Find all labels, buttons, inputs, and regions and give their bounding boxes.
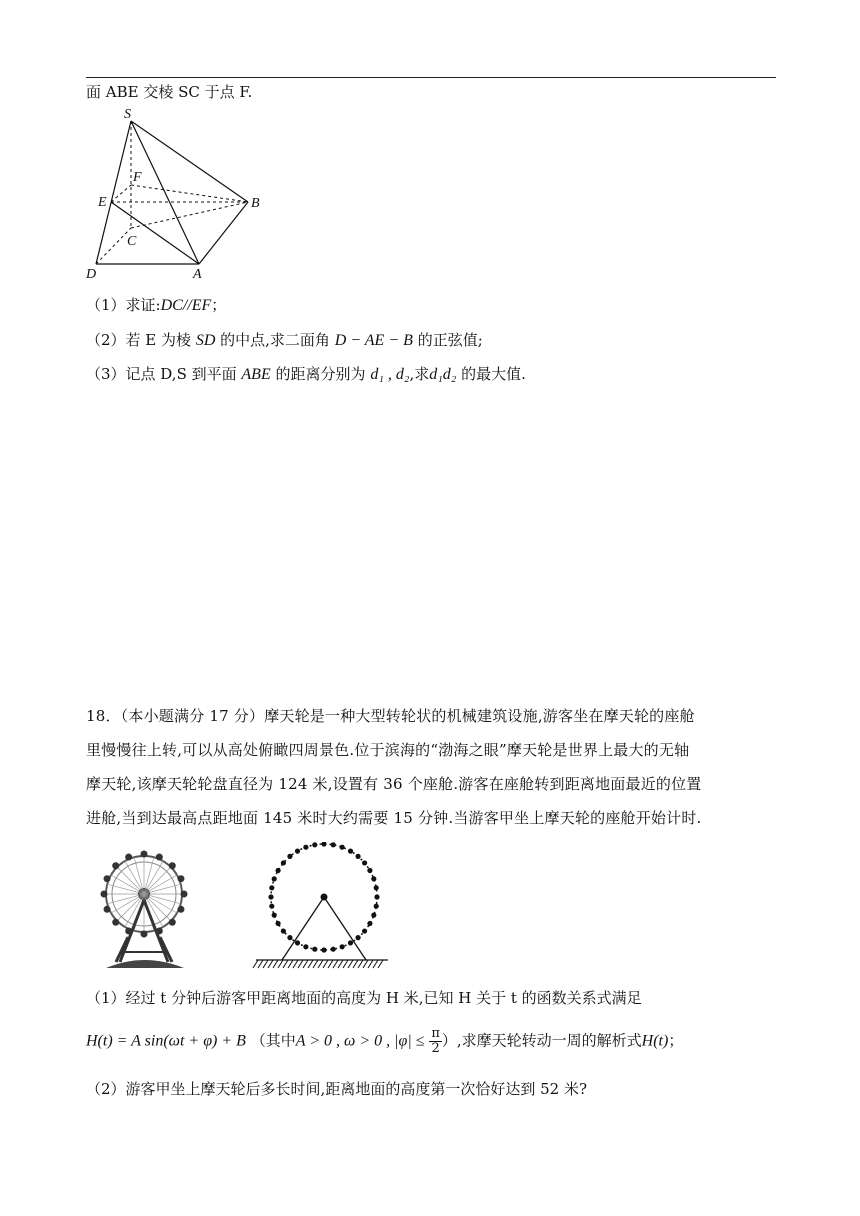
fraction-pi-over-2: $\frac{\pi}{2}$: [431, 1026, 440, 1056]
cabin-dot: [281, 860, 286, 865]
cabin-dot: [340, 845, 345, 850]
wheel-cabin: [112, 919, 119, 926]
wheel-cabin: [125, 854, 132, 861]
label-E: E: [98, 195, 107, 210]
cabin-dot: [371, 913, 376, 918]
wheel-cabin: [177, 906, 184, 913]
math-dc-parallel-ef: DC//EF: [160, 297, 212, 314]
ground-hatch: [338, 960, 343, 968]
ground-hatch: [318, 960, 323, 968]
wheel-cabin: [156, 854, 163, 861]
cabin-dot: [272, 913, 277, 918]
cabin-dot: [276, 921, 281, 926]
wheel-cabin: [101, 891, 108, 898]
cabin-dot: [367, 868, 372, 873]
p18-line-2: 里慢慢往上转,可以从高处俯瞰四周景色.位于滨海的“渤海之眼”摩天轮是世界上最大的无轴: [86, 741, 690, 759]
ground-hatch: [343, 960, 348, 968]
ground-hatch: [253, 960, 258, 968]
cabin-dot: [276, 868, 281, 873]
cabin-dot: [348, 940, 353, 945]
wheel-cabin: [141, 851, 148, 858]
p18-line-1: 18．（本小题满分 17 分）摩天轮是一种大型转轮状的机械建筑设施,游客坐在摩天轮的座舱: [86, 707, 695, 725]
wheel-cabin: [181, 891, 188, 898]
wheel-cabin: [104, 875, 111, 882]
ground-hatch: [373, 960, 378, 968]
p17-intro: 面 ABE 交棱 SC 于点 F.: [86, 83, 253, 101]
ground-hatch: [328, 960, 333, 968]
p17-question-2: （2）若 E 为棱 SD 的中点,求二面角 D − AE − B 的正弦值;: [86, 331, 483, 349]
cabin-dot: [269, 904, 274, 909]
cabin-dot: [295, 849, 300, 854]
ground-hatch: [293, 960, 298, 968]
cabin-dot: [321, 842, 326, 847]
cabin-dot: [268, 894, 273, 899]
ferris-wheel-illustration: [98, 842, 194, 970]
p17-question-1: （1）求证:DC//EF；: [86, 296, 227, 314]
p17-question-3: （3）记点 D,S 到平面 ABE 的距离分别为 d₁ , d₂,求d₁d₂ 的最大值.: [86, 365, 526, 383]
cabin-dot: [362, 860, 367, 865]
cabin-dot: [303, 845, 308, 850]
cabin-dot: [355, 935, 360, 940]
ground-hatch: [323, 960, 328, 968]
pyramid-figure: [80, 106, 280, 284]
cabin-dot: [367, 921, 372, 926]
ground-hatch: [363, 960, 368, 968]
ground-hatch: [358, 960, 363, 968]
cabin-dot: [321, 947, 326, 952]
cabin-dot: [287, 854, 292, 859]
cabin-dot: [340, 944, 345, 949]
label-S: S: [124, 107, 131, 122]
p18-line-3: 摩天轮,该摩天轮轮盘直径为 124 米,设置有 36 个座舱.游客在座舱转到距离地面最近的位置: [86, 775, 702, 793]
wheel-cabin: [169, 919, 176, 926]
wheel-cabin: [104, 906, 111, 913]
label-F: F: [133, 170, 142, 185]
ground-hatch: [303, 960, 308, 968]
label-B: B: [251, 196, 260, 211]
ground-hatch: [353, 960, 358, 968]
ground-hatch: [333, 960, 338, 968]
cabin-dot: [269, 885, 274, 890]
wheel-cabin: [169, 862, 176, 869]
ground-hatch: [378, 960, 383, 968]
wheel-cabin: [112, 862, 119, 869]
ground-hatch: [283, 960, 288, 968]
cabin-dot: [312, 842, 317, 847]
p18-question-2: （2）游客甲坐上摩天轮后多长时间,距离地面的高度第一次恰好达到 52 米?: [86, 1080, 587, 1098]
label-D: D: [86, 267, 97, 282]
p18-line-4: 进舱,当到达最高点距地面 145 米时大约需要 15 分钟.当游客甲坐上摩天轮的座舱开始计时.: [86, 809, 702, 827]
ground-hatch: [308, 960, 313, 968]
cabin-dot: [331, 947, 336, 952]
cabin-dot: [371, 876, 376, 881]
cabin-dot: [272, 876, 277, 881]
label-C: C: [127, 234, 137, 249]
math-dihedral: D − AE − B: [334, 332, 413, 349]
label-A: A: [193, 267, 202, 282]
math-H-formula: H(t) = A sin(ωt + φ) + B: [86, 1032, 246, 1050]
ground-hatch: [263, 960, 268, 968]
ground-hatch: [348, 960, 353, 968]
p18-question-1-line-1: （1）经过 t 分钟后游客甲距离地面的高度为 H 米,已知 H 关于 t 的函数关系式满足: [86, 989, 642, 1007]
cabin-dot: [348, 849, 353, 854]
wheel-cabin: [177, 875, 184, 882]
cabin-dot: [295, 940, 300, 945]
cabin-dot: [312, 947, 317, 952]
math-conditions: A > 0 , ω > 0 , |φ| ≤: [295, 1032, 425, 1050]
cabin-dot: [331, 842, 336, 847]
ground-hatch: [368, 960, 373, 968]
cabin-dot: [374, 894, 379, 899]
cabin-dot: [303, 944, 308, 949]
ferris-wheel-diagram: [252, 842, 392, 972]
cabin-dot: [374, 885, 379, 890]
cabin-dot: [281, 928, 286, 933]
ground-hatch: [288, 960, 293, 968]
cabin-dot: [355, 854, 360, 859]
header-rule: [86, 77, 776, 78]
ground-hatch: [273, 960, 278, 968]
ground-hatch: [278, 960, 283, 968]
ground-hatch: [268, 960, 273, 968]
p18-question-1-line-2: H(t) = A sin(ωt + φ) + B （其中A > 0 , ω > 0 , |φ| ≤ $\frac{\pi}{2}$ ）,求摩天轮转动一周的解析式H(t)；: [86, 1026, 684, 1056]
wheel-cabin: [141, 931, 148, 938]
cabin-dot: [362, 928, 367, 933]
cabin-dot: [374, 904, 379, 909]
ground-hatch: [258, 960, 263, 968]
cabin-dot: [287, 935, 292, 940]
ground-hatch: [313, 960, 318, 968]
ground-hatch: [298, 960, 303, 968]
